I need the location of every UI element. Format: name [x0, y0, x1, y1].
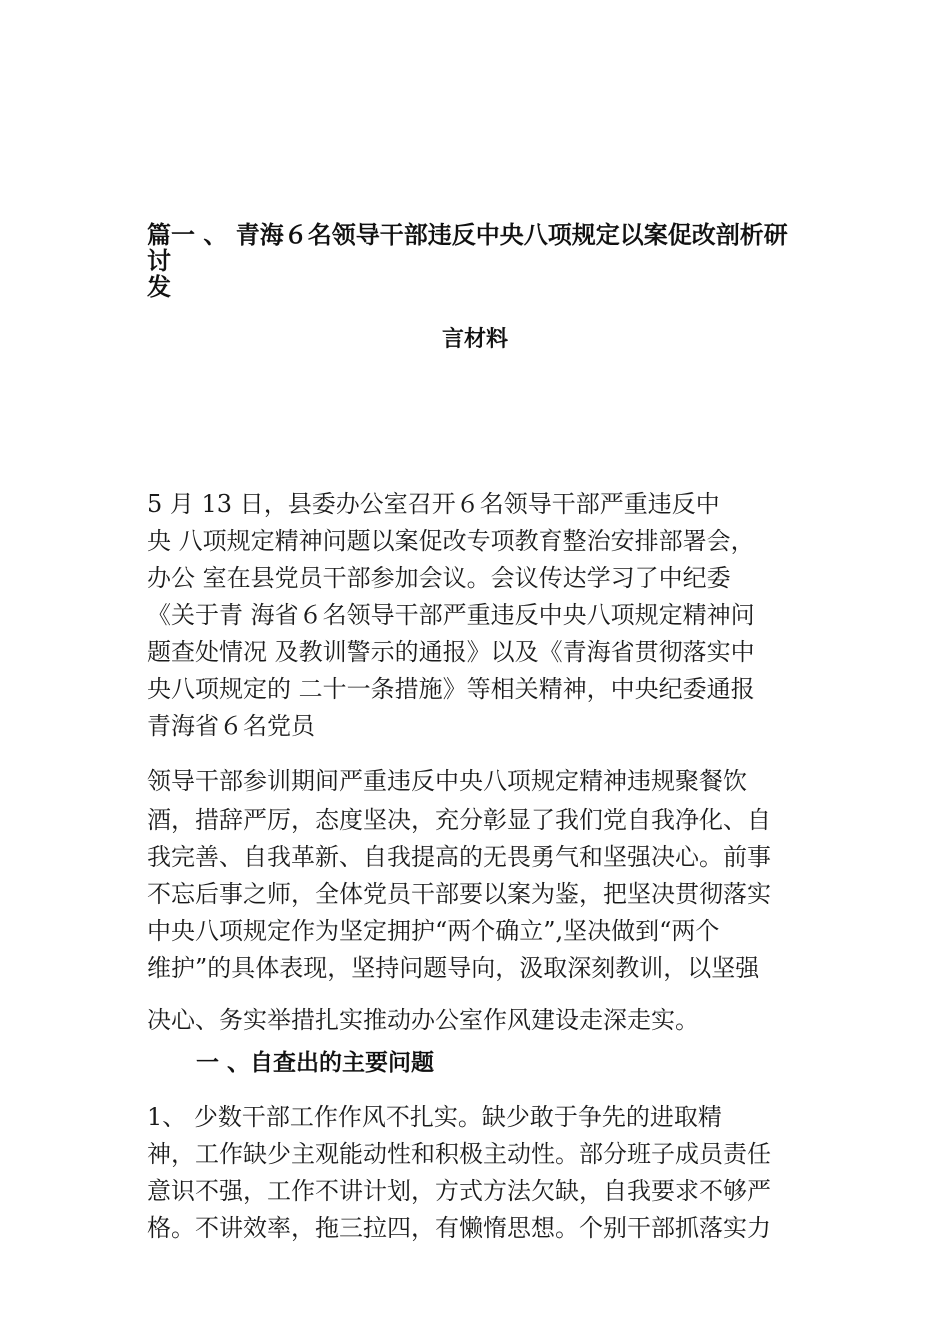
paragraph-1-line: 《关于青 海省６名领导干部严重违反中央八项规定精神问: [147, 601, 755, 629]
paragraph-3-line: 格。不讲效率，拖三拉四，有懒惰思想。个别干部抓落实力: [147, 1214, 771, 1242]
paragraph-2-line: 中央八项规定作为坚定拥护“两个确立”,坚决做到“两个: [147, 917, 720, 945]
title-line-1: 篇一 、 青海６名领导干部违反中央八项规定以案促改剖析研讨: [147, 221, 788, 275]
paragraph-1-line: 青海省６名党员: [147, 712, 315, 740]
document-subtitle: 言材料: [441, 327, 508, 352]
paragraph-3-line: 意识不强，工作不讲计划，方式方法欠缺，自我要求不够严: [147, 1177, 771, 1205]
title-line-2: 发: [147, 273, 171, 301]
paragraph-1-line: 央 八项规定精神问题以案促改专项教育整治安排部署会，: [147, 527, 755, 555]
paragraph-2-line: 不忘后事之师，全体党员干部要以案为鉴，把坚决贯彻落实: [147, 880, 771, 908]
paragraph-2-line: 我完善、自我革新、自我提高的无畏勇气和坚强决心。前事: [147, 843, 771, 871]
paragraph-1-line: 题查处情况 及教训警示的通报》以及《青海省贯彻落实中: [147, 638, 755, 666]
paragraph-2-line: 决心、务实举措扎实推动办公室作风建设走深走实。: [147, 1006, 699, 1034]
paragraph-2-line: 领导干部参训期间严重违反中央八项规定精神违规聚餐饮: [147, 767, 747, 795]
paragraph-2-line: 维护”的具体表现，坚持问题导向，汲取深刻教训，以坚强: [147, 954, 760, 982]
document-title: [147, 222, 807, 300]
section-heading: 一 、自查出的主要问题: [196, 1050, 435, 1076]
paragraph-3-line: 1、 少数干部工作作风不扎实。缺少敢于争先的进取精: [147, 1103, 722, 1131]
paragraph-1-line: 5 月 13 日，县委办公室召开６名领导干部严重违反中: [147, 490, 720, 518]
paragraph-2-line: 酒，措辞严厉，态度坚决，充分彰显了我们党自我净化、自: [147, 806, 771, 834]
paragraph-1-line: 办公 室在县党员干部参加会议。会议传达学习了中纪委: [147, 564, 731, 592]
paragraph-3-line: 神，工作缺少主观能动性和积极主动性。部分班子成员责任: [147, 1140, 771, 1168]
paragraph-1-line: 央八项规定的 二十一条措施》等相关精神，中央纪委通报: [147, 675, 755, 703]
